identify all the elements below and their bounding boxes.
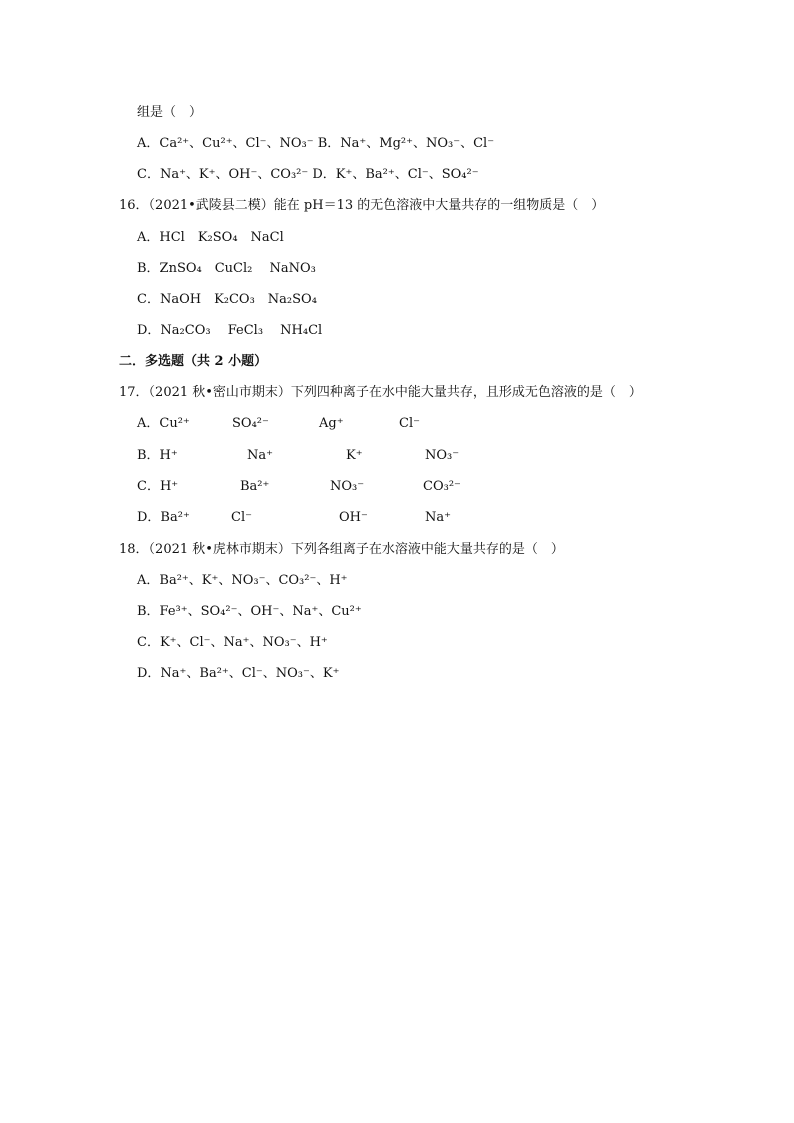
option-cell: K⁺ [346,448,363,463]
option-cell: Cl⁻ [399,416,420,431]
prev-question-stem-tail: 组是（ ） [137,105,203,120]
question-18-stem: 18．（2021 秋•虎林市期末）下列各组离子在水溶液中能大量共存的是（ ） [119,542,564,557]
option-cell: SO₄²⁻ [232,416,269,431]
section-heading-multiple-choice: 二．多选题（共 2 小题） [119,354,268,369]
question-18-option-b: B．Fe³⁺、SO₄²⁻、OH⁻、Na⁺、Cu²⁺ [137,604,362,619]
question-16-option-c: C．NaOH K₂CO₃ Na₂SO₄ [137,292,317,307]
option-cell: NO₃⁻ [330,479,365,494]
option-cell: Na⁺ [247,448,273,463]
option-cell: Ba²⁺ [240,479,270,494]
option-cell: CO₃²⁻ [423,479,461,494]
question-18-option-d: D．Na⁺、Ba²⁺、Cl⁻、NO₃⁻、K⁺ [137,666,340,681]
question-18-option-a: A．Ba²⁺、K⁺、NO₃⁻、CO₃²⁻、H⁺ [137,573,348,588]
option-cell: OH⁻ [339,510,368,525]
question-16-option-b: B．ZnSO₄ CuCl₂ NaNO₃ [137,261,316,276]
question-18-option-c: C．K⁺、Cl⁻、Na⁺、NO₃⁻、H⁺ [137,635,328,650]
prev-question-options-cd: C．Na⁺、K⁺、OH⁻、CO₃²⁻ D．K⁺、Ba²⁺、Cl⁻、SO₄²⁻ [137,167,479,182]
option-cell: A．Cu²⁺ [137,416,190,431]
option-cell: Cl⁻ [231,510,252,525]
question-16-option-d: D．Na₂CO₃ FeCl₃ NH₄Cl [137,323,323,338]
option-cell: C．H⁺ [137,479,179,494]
option-cell: Na⁺ [425,510,451,525]
option-cell: Ag⁺ [319,416,344,431]
option-cell: NO₃⁻ [425,448,460,463]
question-16-stem: 16．（2021•武陵县二模）能在 pH＝13 的无色溶液中大量共存的一组物质是（ ） [119,198,605,213]
option-cell: B．H⁺ [137,448,178,463]
question-16-option-a: A．HCl K₂SO₄ NaCl [137,230,284,245]
question-17-stem: 17．（2021 秋•密山市期末）下列四种离子在水中能大量共存，且形成无色溶液的是（ ） [119,385,642,400]
option-cell: D．Ba²⁺ [137,510,190,525]
prev-question-options-ab: A．Ca²⁺、Cu²⁺、Cl⁻、NO₃⁻ B．Na⁺、Mg²⁺、NO₃⁻、Cl⁻ [137,136,495,151]
